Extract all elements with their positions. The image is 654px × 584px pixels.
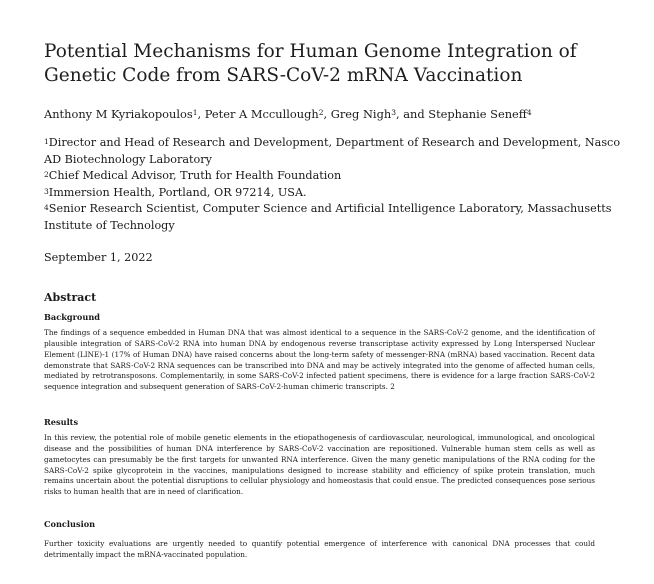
author-name: Stephanie Seneff	[428, 107, 527, 121]
affiliation-mark: 4	[44, 203, 49, 212]
affiliation-mark: 3	[44, 186, 49, 196]
background-heading: Background	[44, 312, 101, 322]
conclusion-heading: Conclusion	[44, 519, 96, 529]
author-mark: 1	[192, 108, 198, 117]
background-text: The findings of a sequence embedded in Human DNA that was almost identical to a sequence in the SARS-CoV-2 genome, and the identification of plausible integration of SARS-CoV-2 RNA into human DNA by endogenous reverse transcriptase activity expressed by Long Interspersed Nuclear Element (LINE)-1 (17% of Human DNA) have raised concerns about the long-term safety of messenger-RNA (mRNA) based vaccination. Recent data demonstrate that SARS-CoV-2 RNA sequences can be transcribed into DNA and may be actively integrated into the genome of affected human cells, mediated by retrotransposons. Complementarily, in some SARS-CoV-2 infected patient specimens, there is evidence for a large fraction SARS-CoV-2 sequence integration and subsequent generation of SARS-CoV-2-human chimeric transcripts. 2	[44, 328, 595, 392]
affiliation-mark: 2	[44, 170, 49, 179]
affiliation	[44, 168, 624, 185]
affiliation	[44, 135, 624, 168]
affiliation-mark: 1	[44, 137, 49, 146]
author-separator: ,	[323, 107, 331, 121]
affiliation-text: Senior Research Scientist, Computer Science and Artificial Intelligence Laboratory, Massachusetts Institute of Technology	[44, 202, 612, 232]
author-mark: 3	[391, 108, 396, 117]
affiliation	[44, 185, 624, 202]
affiliation-text: Chief Medical Advisor, Truth for Health Foundation	[48, 169, 342, 182]
author-name: Greg Nigh	[330, 107, 392, 121]
affiliation	[44, 201, 624, 234]
author-mark: 4	[526, 108, 532, 117]
conclusion-text: Further toxicity evaluations are urgently needed to quantify potential emergence of interference with canonical DNA processes that could detrimentally impact the mRNA-vaccinated population.	[44, 539, 595, 559]
affiliation-list	[44, 135, 624, 234]
author-mark: 2	[318, 108, 324, 117]
author-name: Peter A Mccullough	[204, 107, 319, 121]
publication-date: September 1, 2022	[44, 251, 153, 264]
abstract-heading: Abstract	[44, 291, 97, 304]
author-separator: ,	[197, 107, 205, 121]
author-list	[44, 106, 624, 122]
author-name: Anthony M Kyriakopoulos	[44, 107, 193, 121]
affiliation-text: Director and Head of Research and Development, Department of Research and Development, Nasco AD Biotechnology Laboratory	[44, 136, 621, 166]
results-heading: Results	[44, 417, 79, 427]
affiliation-text: Immersion Health, Portland, OR 97214, USA.	[48, 185, 307, 199]
author-separator: , and	[395, 107, 429, 121]
results-text: In this review, the potential role of mobile genetic elements in the etiopathogenesis of cardiovascular, neurological, immunological, and oncological disease and the possibilities of human DNA interference by SARS-CoV-2 vaccination are repositioned. Vulnerable human stem cells as well as gametocytes can presumably be the first targets for unwanted RNA interference. Given the many genetic manipulations of the RNA coding for the SARS-CoV-2 spike glycoprotein in the vaccines, manipulations designed to increase stability and efficiency of spike protein translation, much remains uncertain about the potential disruptions to cellular physiology and homeostasis that could ensue. The predicted consequences pose serious risks to human health that are in need of clarification.	[44, 433, 595, 497]
paper-title: Potential Mechanisms for Human Genome Integration of Genetic Code from SARS-CoV-2 mRNA Vaccination	[44, 41, 577, 86]
